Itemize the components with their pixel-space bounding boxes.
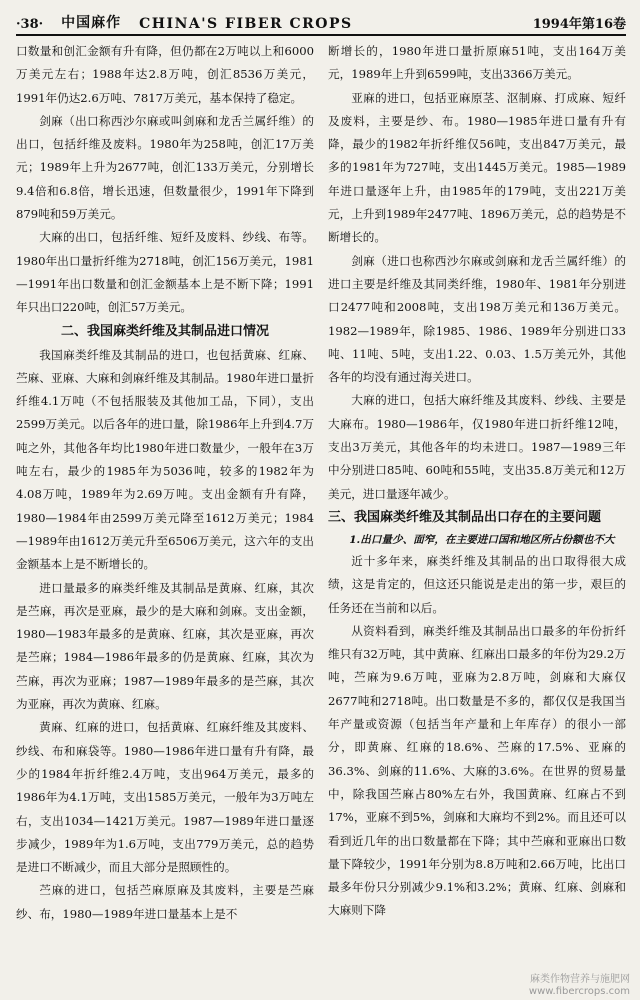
paragraph: 从资料看到，麻类纤维及其制品出口最多的年份折纤维只有32万吨，其中黄麻、红麻出口最多的年份为29.2万吨，苎麻为9.6万吨，亚麻为2.8万吨，剑麻和大麻仅2677吨和2718吨。出口数量是不多的，都仅仅是我国当年产量或资源（包括当年产量和上年库存）的很小一部分，即黄麻、红麻的18.6%、苎麻的17.5%、亚麻的36.3%、剑麻的11.6%、大麻的3.6%。在世界的贸易量中，除我国苎麻占80%左右外，我国黄麻、红麻占不到17%，亚麻不到5%，剑麻和大麻均不到2%。而且还可以看到近几年的出口数量都在下降；其中苎麻和亚麻出口数量下降较少，1991年分别为8.8万吨和2.66万吨，比出口最多年份只分别减少9.1%和3.2%；黄麻、红麻、剑麻和大麻则下降 — [328, 623, 626, 918]
paragraph: 近十多年来，麻类纤维及其制品的出口取得很大成绩，这是肯定的，但这还只能说是走出的第一步，艰巨的任务还在当前和以后。 — [328, 553, 626, 615]
paragraph: 黄麻、红麻的进口，包括黄麻、红麻纤维及其废料、纱线、布和麻袋等。1980—1986年进口量有升有降，最少的1984年折纤维2.4万吨，支出964万美元，最多的1986年为4.1万吨，支出1585万美元，一般年为3万吨左右，支出1034—1421万美元。1987—1989年进口量逐步减少，1989年为1.6万吨，支出779万美元，总的趋势是进口不断减少，而且大部分是照顾性的。 — [16, 720, 314, 875]
subsection-heading: 1.出口量少、面窄，在主要进口国和地区所占份额也不大 — [349, 533, 615, 546]
journal-title-en: CHINA'S FIBER CROPS — [139, 16, 353, 32]
paragraph: 我国麻类纤维及其制品的进口，也包括黄麻、红麻、苎麻、亚麻、大麻和剑麻纤维及其制品。1980年进口量折纤维4.1万吨（不包括服装及其他加工品，下同），支出2599万美元。以后各年的进口量，除1986年上升到4.7万吨之外，其他各年均比1980年进口数量少，一般年在3万吨左右，最少的1985年为5036吨，较多的1982年为4.08万吨，1989年为2.69万吨。支出金额有升有降，1980—1984年由2599万美元降至1612万美元；1984—1989年由1612万美元升至6506万美元，这六年的支出金额基本上是不断增长的。 — [16, 347, 314, 572]
journal-title-cn: 中国麻作 — [61, 15, 122, 31]
paragraph: 断增长的，1980年进口量折原麻51吨，支出164万美元，1989年上升到6599吨，支出3366万美元。 — [328, 44, 626, 82]
paragraph: 剑麻（进口也称西沙尔麻或剑麻和龙舌兰属纤维）的进口主要是纤维及其同类纤维，1980年、1981年分别进口2477吨和2008吨，支出198万美元和136万美元。1982—1989年，除1985、1986、1989年分别进口33吨、11吨、5吨，支出1.22、0.03、1.5万美元外，其他各年的均没有通过海关进口。 — [328, 253, 626, 385]
section-heading-import: 二、我国麻类纤维及其制品进口情况 — [60, 323, 269, 339]
paragraph: 剑麻（出口称西沙尔麻或叫剑麻和龙舌兰属纤维）的出口，包括纤维及废料。1980年为258吨，创汇17万美元；1989年上升为2677吨，创汇133万美元，分别增长9.4倍和6.8倍，增长迅速，但数量很少，1991年下降到879吨和59万美元。 — [16, 113, 314, 222]
paragraph: 口数量和创汇金额有升有降，但仍都在2万吨以上和6000万美元左右；1988年达2.8万吨，创汇8536万美元，1991年仍达2.6万吨、7817万美元，基本保持了稳定。 — [16, 44, 314, 105]
paragraph: 苎麻的进口，包括苎麻原麻及其废料，主要是苎麻纱、布，1980—1989年进口量基本上是不 — [16, 883, 314, 921]
header-left — [16, 12, 353, 32]
issue-label: 1994年第16卷 — [532, 17, 626, 32]
section-heading-problems: 三、我国麻类纤维及其制品出口存在的主要问题 — [328, 509, 602, 525]
paragraph: 亚麻的进口，包括亚麻原茎、沤制麻、打成麻、短纤及废料，主要是纱、布。1980—1985年进口量有升有降，最少的1982年折纤维仅56吨，支出847万美元，最多的1981年为727吨，支出1445万美元。1985—1989年进口量逐年上升，由1985年的179吨，支出221万美元，上升到1989年2477吨、1896万美元，总的趋势是不断增长的。 — [328, 90, 626, 245]
watermark-line-1: 麻类作物营养与施肥网 — [530, 974, 630, 985]
text-columns — [16, 40, 626, 995]
right-column — [328, 40, 626, 995]
page-header — [16, 8, 626, 36]
page-number: ·38· — [16, 17, 44, 32]
paragraph: 进口量最多的麻类纤维及其制品是黄麻、红麻，其次是苎麻，再次是亚麻，最少的是大麻和剑麻。支出金额，1980—1983年最多的是黄麻、红麻，其次是亚麻，再次是苎麻；1984—1986年最多的仍是黄麻、红麻，其次为苎麻，再次为亚麻；1987—1989年最多的是苎麻，其次为亚麻，再次为黄麻、红麻。 — [16, 580, 314, 712]
paragraph: 大麻的出口，包括纤维、短纤及废料、纱线、布等。1980年出口量折纤维为2718吨，创汇156万美元，1981—1991年出口数量和创汇金额基本上是不断下降；1991年只出口220吨，创汇57万美元。 — [16, 230, 314, 315]
left-column — [16, 40, 314, 995]
watermark-line-2: www.fibercrops.com — [528, 986, 630, 997]
paragraph: 大麻的进口，包括大麻纤维及其废料、纱线、主要是大麻布。1980—1986年，仅1980年进口折纤维12吨，支出3万美元，其他各年的均未进口。1987—1989三年中分别进口85吨、60吨和55吨，支出35.8万美元和12万美元，进口量逐年减少。 — [328, 393, 626, 501]
watermark — [529, 974, 630, 998]
